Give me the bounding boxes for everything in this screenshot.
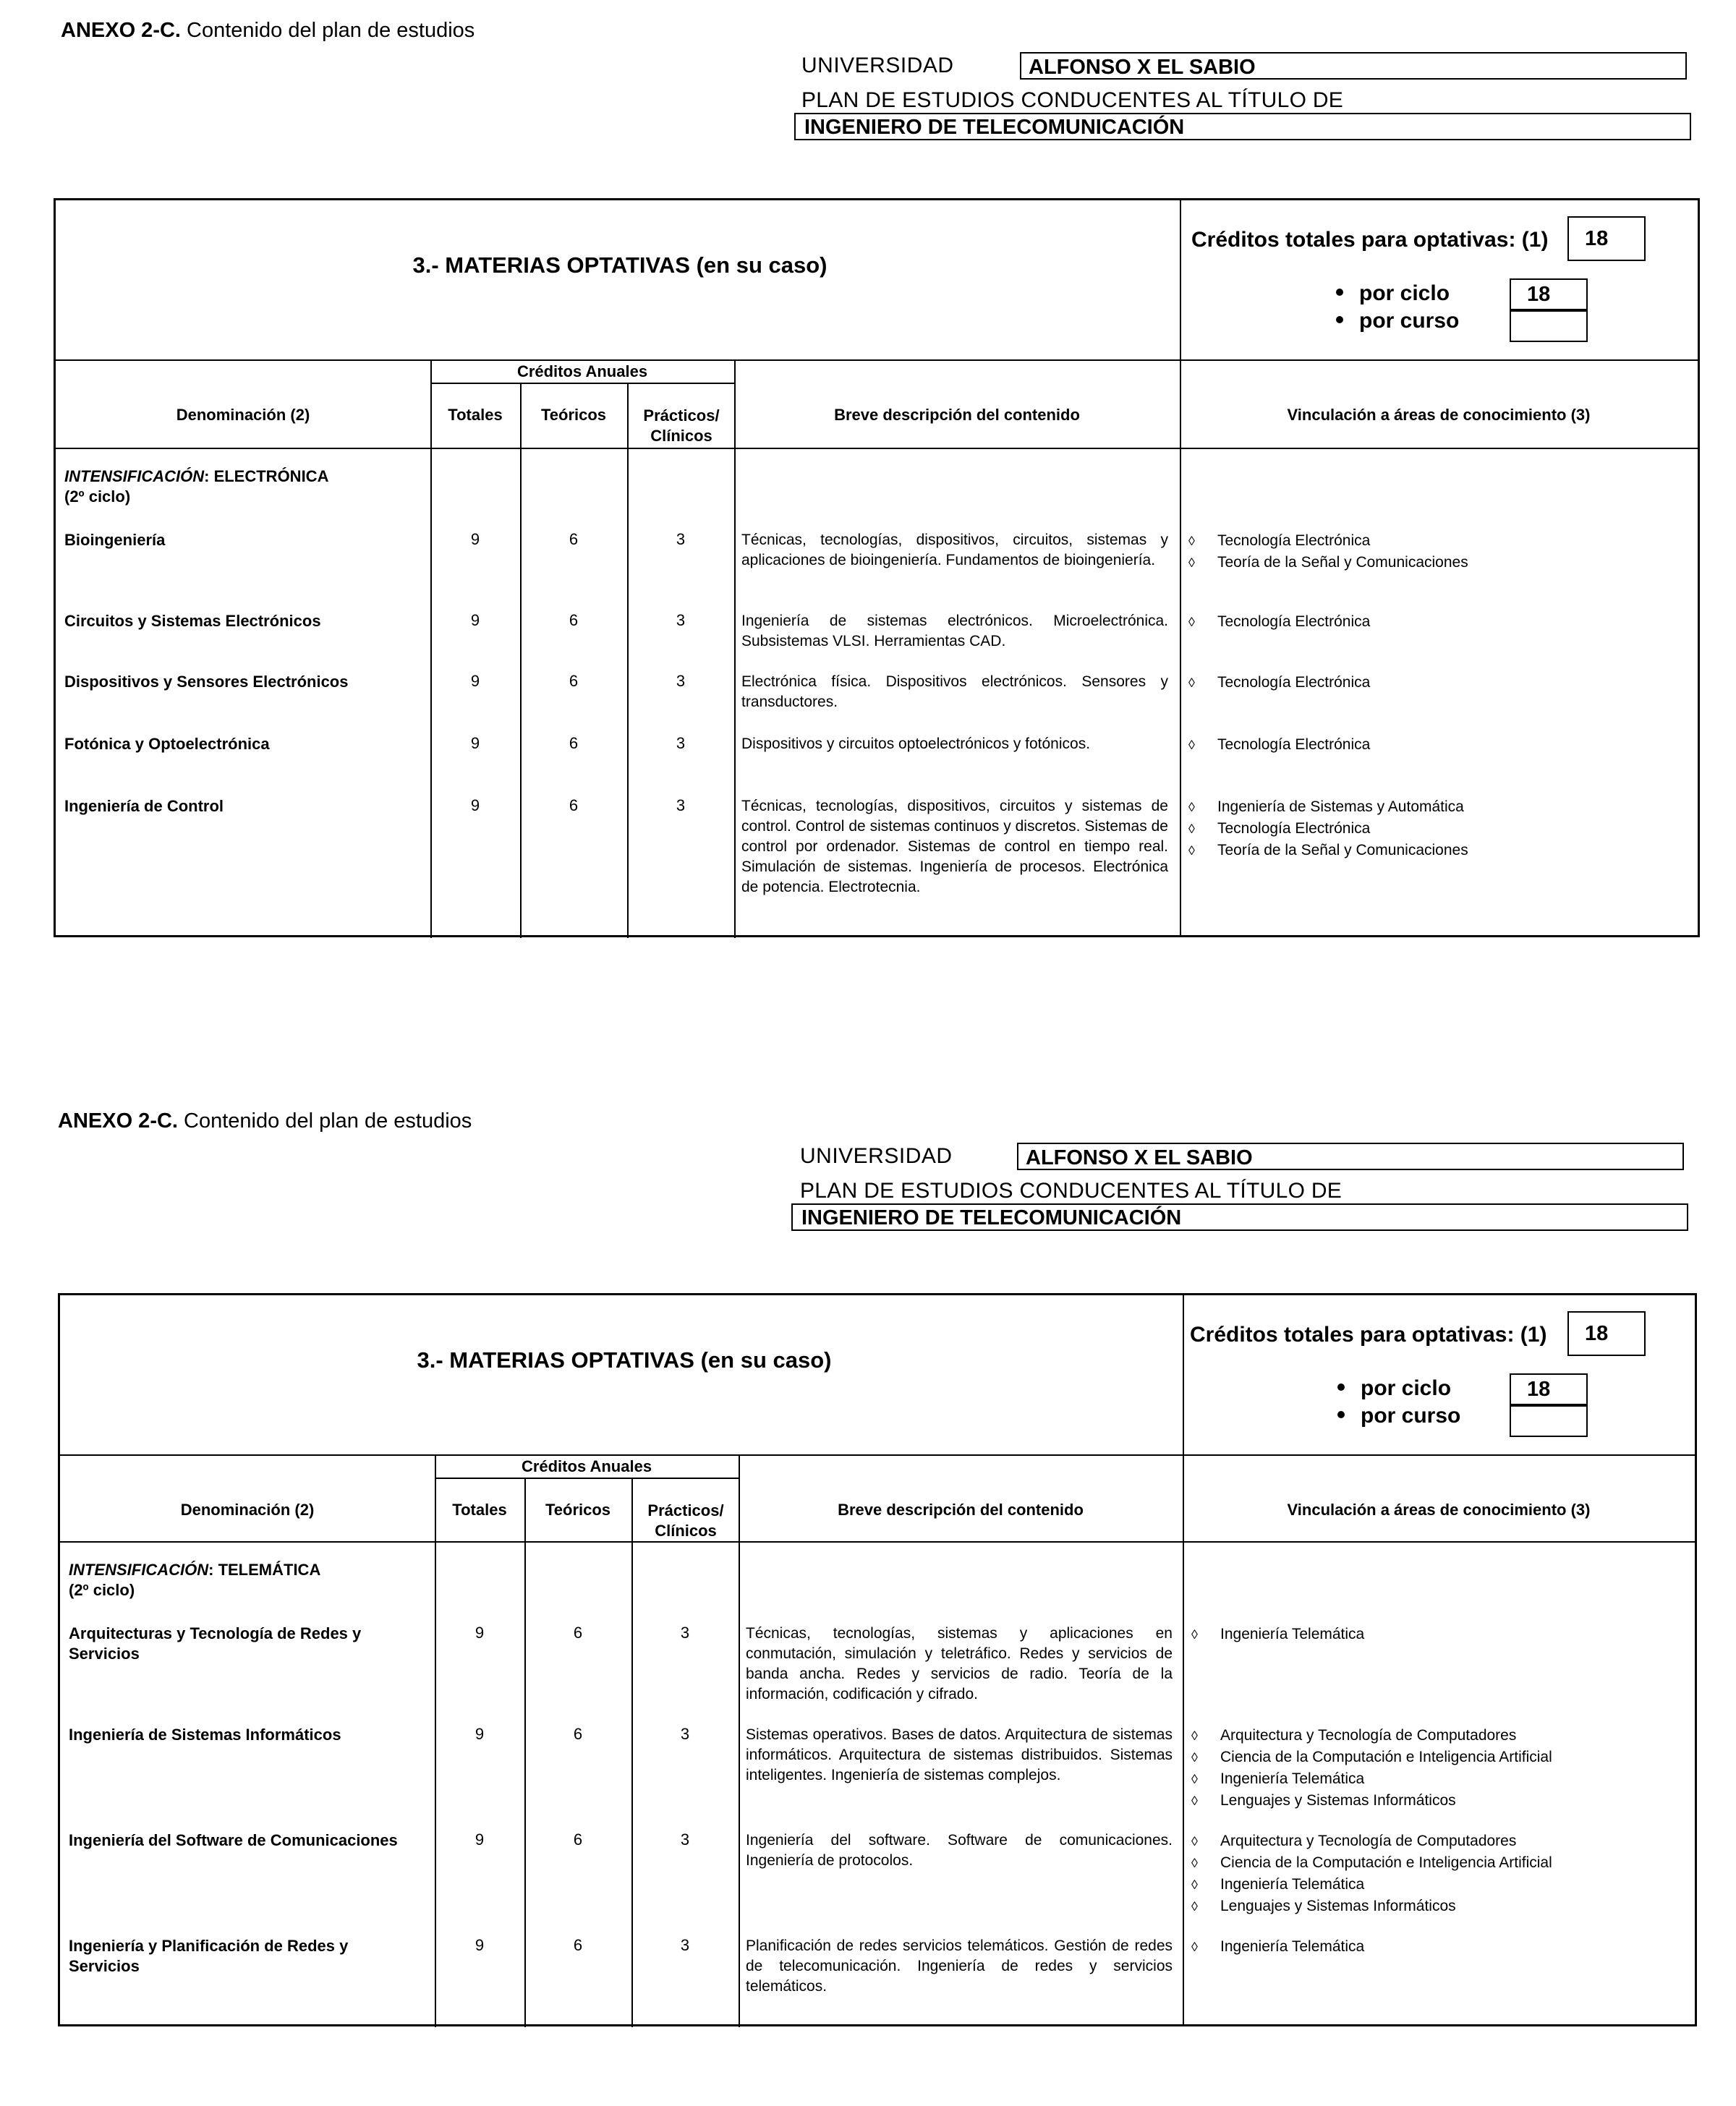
area-item: ◊ Ingeniería de Sistemas y Automática [1188, 798, 1464, 815]
area-item: ◊ Tecnología Electrónica [1188, 820, 1371, 837]
course-areas [1188, 611, 1370, 633]
course-areas [1191, 1725, 1552, 1812]
header-vinculacion: Vinculación a áreas de conocimiento (3) [1287, 406, 1591, 424]
por-ciclo-value: 18 [1510, 1373, 1588, 1405]
course-totales: 9 [475, 1725, 485, 1743]
header-teoricos: Teóricos [540, 406, 607, 424]
area-item: ◊ Lenguajes y Sistemas Informáticos [1191, 1898, 1456, 1914]
por-curso-value [1510, 310, 1588, 342]
credits-total-value: 18 [1567, 1311, 1646, 1356]
course-areas [1188, 734, 1370, 756]
por-curso: por curso [1337, 1404, 1460, 1428]
course-totales: 9 [470, 611, 480, 629]
course-teoricos: 6 [573, 1830, 583, 1849]
header-denominacion: Denominación (2) [180, 1501, 315, 1519]
course-practicos: 3 [680, 1725, 690, 1743]
header-totales: Totales [452, 1501, 507, 1519]
course-totales: 9 [470, 796, 480, 814]
header-creditos-anuales: Créditos Anuales [521, 1457, 652, 1475]
course-name: Bioingeniería [64, 531, 166, 549]
section-title: 3.- MATERIAS OPTATIVAS (en su caso) [417, 1347, 832, 1373]
annex-heading: ANEXO 2-C. Contenido del plan de estudios [61, 19, 475, 42]
course-name: Ingeniería de Control [64, 797, 224, 815]
university-label: UNIVERSIDAD [801, 54, 954, 77]
area-item: ◊ Ingeniería Telemática [1191, 1876, 1365, 1893]
area-item: ◊ Arquitectura y Tecnología de Computadores [1191, 1833, 1517, 1849]
course-description: Sistemas operativos. Bases de datos. Arquitectura de sistemas informáticos. Arquitectura de sistemas distribuidos. Sistemas inteligentes. Ingeniería de sistemas complejos. [746, 1726, 1173, 1783]
plan-label: PLAN DE ESTUDIOS CONDUCENTES AL TÍTULO DE [801, 88, 1344, 112]
por-curso-value [1510, 1405, 1588, 1437]
course-description: Electrónica física. Dispositivos electrónicos. Sensores y transductores. [741, 673, 1168, 710]
course-name: Ingeniería del Software de Comunicaciones [69, 1831, 398, 1849]
area-item: ◊ Ingeniería Telemática [1191, 1770, 1365, 1787]
courses-table [54, 198, 1700, 937]
course-name: Fotónica y Optoelectrónica [64, 735, 270, 753]
course-name: Dispositivos y Sensores Electrónicos [64, 673, 349, 691]
area-item: ◊ Ingeniería Telemática [1191, 1938, 1365, 1955]
course-teoricos: 6 [569, 734, 579, 752]
course-areas [1191, 1830, 1552, 1917]
course-practicos: 3 [676, 796, 686, 814]
course-totales: 9 [470, 530, 480, 548]
credits-total-value: 18 [1567, 216, 1646, 261]
university-name: ALFONSO X EL SABIO [1020, 52, 1687, 80]
header-descripcion: Breve descripción del contenido [838, 1501, 1084, 1519]
document-page-1 [0, 0, 1736, 1012]
area-item: ◊ Ciencia de la Computación e Inteligencia Artificial [1191, 1854, 1552, 1871]
course-description: Planificación de redes servicios telemáticos. Gestión de redes de telecomunicación. Ingeniería de redes y servicios telemáticos. [746, 1937, 1173, 1995]
course-practicos: 3 [676, 530, 686, 548]
course-description: Ingeniería del software. Software de comunicaciones. Ingeniería de protocolos. [746, 1832, 1173, 1869]
credits-total-label: Créditos totales para optativas: (1) [1190, 1323, 1547, 1347]
course-areas [1188, 796, 1468, 861]
area-item: ◊ Teoría de la Señal y Comunicaciones [1188, 554, 1468, 571]
course-teoricos: 6 [573, 1936, 583, 1954]
course-practicos: 3 [680, 1830, 690, 1849]
area-item: ◊ Tecnología Electrónica [1188, 532, 1371, 549]
plan-label: PLAN DE ESTUDIOS CONDUCENTES AL TÍTULO DE [800, 1179, 1343, 1203]
intensificacion-label: INTENSIFICACIÓN: TELEMÁTICA (2º ciclo) [69, 1561, 321, 1599]
annex-heading: ANEXO 2-C. Contenido del plan de estudios [58, 1109, 472, 1133]
area-item: ◊ Ingeniería Telemática [1191, 1626, 1365, 1642]
course-totales: 9 [475, 1624, 485, 1642]
header-creditos-anuales: Créditos Anuales [516, 362, 648, 380]
course-totales: 9 [470, 672, 480, 690]
course-practicos: 3 [676, 672, 686, 690]
area-item: ◊ Lenguajes y Sistemas Informáticos [1191, 1792, 1456, 1809]
course-teoricos: 6 [569, 672, 579, 690]
document-page-2 [0, 1094, 1736, 2106]
header-totales: Totales [448, 406, 503, 424]
university-label: UNIVERSIDAD [800, 1144, 953, 1168]
area-item: ◊ Tecnología Electrónica [1188, 613, 1371, 630]
course-name: Circuitos y Sistemas Electrónicos [64, 612, 321, 630]
university-name: ALFONSO X EL SABIO [1017, 1143, 1684, 1170]
header-practicos: Prácticos/ Clínicos [643, 406, 720, 445]
course-name: Ingeniería y Planificación de Redes y Servicios [69, 1937, 349, 1975]
course-name: Arquitecturas y Tecnología de Redes y Servicios [69, 1624, 362, 1663]
section-title: 3.- MATERIAS OPTATIVAS (en su caso) [412, 252, 827, 278]
header-descripcion: Breve descripción del contenido [834, 406, 1080, 424]
area-item: ◊ Ciencia de la Computación e Inteligencia Artificial [1191, 1749, 1552, 1765]
course-teoricos: 6 [573, 1624, 583, 1642]
course-areas [1188, 530, 1468, 574]
header-teoricos: Teóricos [545, 1501, 611, 1519]
course-teoricos: 6 [573, 1725, 583, 1743]
course-totales: 9 [475, 1830, 485, 1849]
course-teoricos: 6 [569, 611, 579, 629]
area-item: ◊ Tecnología Electrónica [1188, 674, 1371, 691]
course-totales: 9 [470, 734, 480, 752]
course-areas [1191, 1936, 1364, 1958]
area-item: ◊ Teoría de la Señal y Comunicaciones [1188, 842, 1468, 858]
course-practicos: 3 [680, 1624, 690, 1642]
header-practicos: Prácticos/ Clínicos [647, 1501, 724, 1540]
course-practicos: 3 [680, 1936, 690, 1954]
course-description: Dispositivos y circuitos optoelectrónicos y fotónicos. [741, 736, 1091, 752]
intensificacion-label: INTENSIFICACIÓN: ELECTRÓNICA (2º ciclo) [64, 467, 329, 506]
por-ciclo: por ciclo [1336, 281, 1450, 306]
area-item: ◊ Tecnología Electrónica [1188, 736, 1371, 753]
course-practicos: 3 [676, 734, 686, 752]
course-description: Técnicas, tecnologías, dispositivos, circuitos y sistemas de control. Control de sistemas continuos y discretos. Sistemas de control por ordenador. Sistemas de control en tiempo real. Simulación de sistemas. Ingeniería de procesos. Electrónica de potencia. Electrotecnia. [741, 798, 1168, 895]
courses-table [58, 1293, 1697, 2026]
course-totales: 9 [475, 1936, 485, 1954]
area-item: ◊ Arquitectura y Tecnología de Computadores [1191, 1727, 1517, 1744]
course-teoricos: 6 [569, 796, 579, 814]
por-curso: por curso [1336, 309, 1459, 333]
header-denominacion: Denominación (2) [176, 406, 310, 424]
degree-title: INGENIERO DE TELECOMUNICACIÓN [791, 1203, 1688, 1231]
course-areas [1188, 672, 1370, 694]
por-ciclo: por ciclo [1337, 1376, 1451, 1401]
por-ciclo-value: 18 [1510, 278, 1588, 310]
header-vinculacion: Vinculación a áreas de conocimiento (3) [1287, 1501, 1591, 1519]
course-areas [1191, 1624, 1364, 1645]
course-description: Técnicas, tecnologías, sistemas y aplicaciones en conmutación, simulación y teletráfico. Redes y servicios de banda ancha. Redes y servicios de radio. Teoría de la información, codificación y cifrado. [746, 1625, 1173, 1702]
course-name: Ingeniería de Sistemas Informáticos [69, 1726, 341, 1744]
course-description: Ingeniería de sistemas electrónicos. Microelectrónica. Subsistemas VLSI. Herramientas CAD. [741, 613, 1168, 649]
degree-title: INGENIERO DE TELECOMUNICACIÓN [794, 113, 1691, 140]
course-teoricos: 6 [569, 530, 579, 548]
credits-total-label: Créditos totales para optativas: (1) [1191, 228, 1549, 252]
course-description: Técnicas, tecnologías, dispositivos, circuitos, sistemas y aplicaciones de bioingeniería. Fundamentos de bioingeniería. [741, 532, 1168, 568]
course-practicos: 3 [676, 611, 686, 629]
